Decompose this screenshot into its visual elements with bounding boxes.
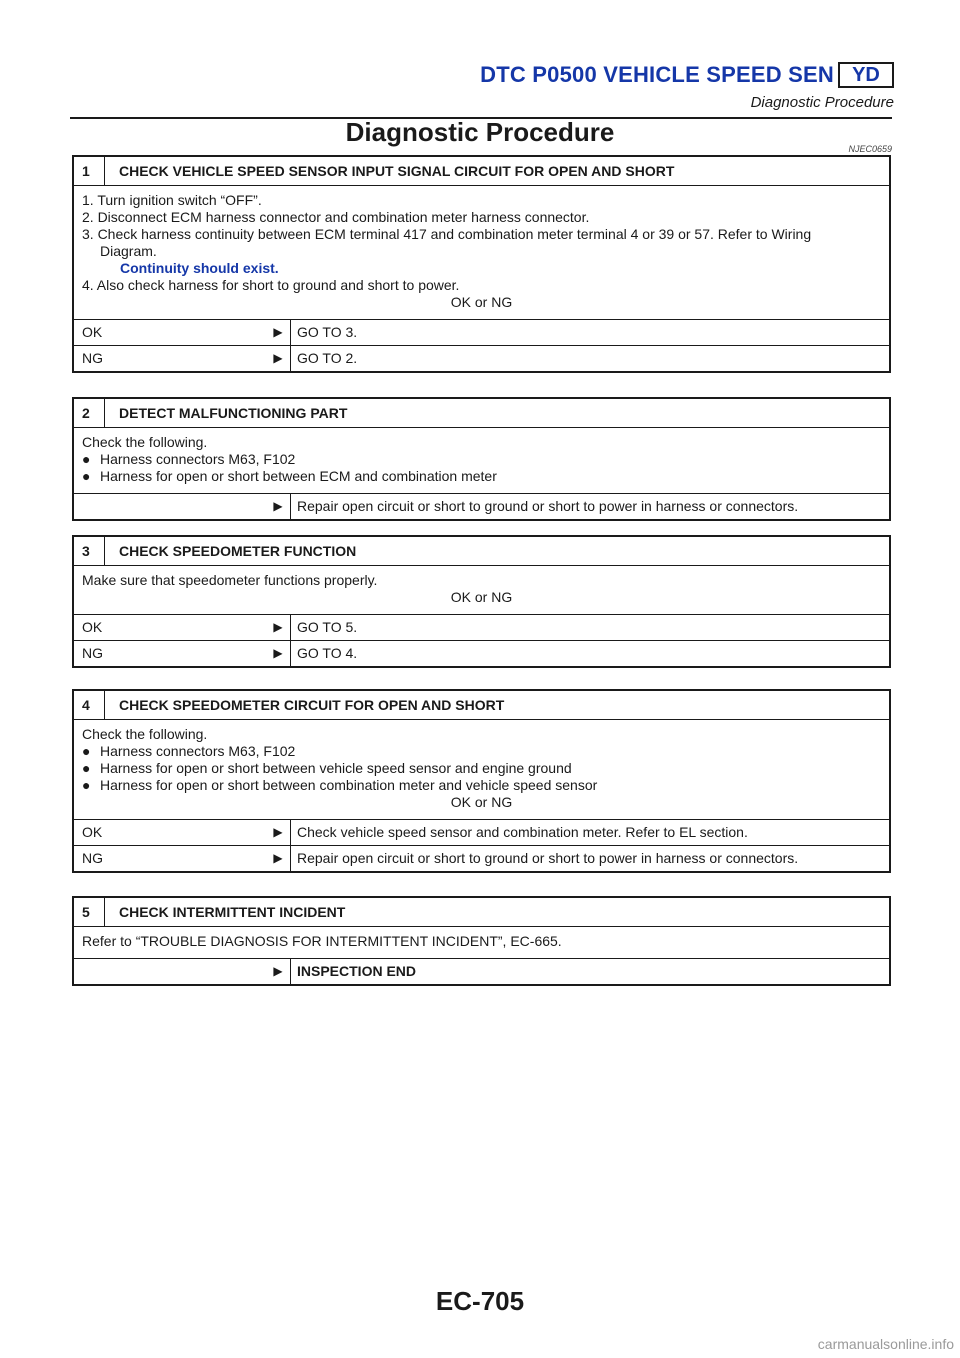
step-body: [74, 186, 889, 319]
result-row-ng: [74, 845, 889, 871]
step-header: [74, 399, 889, 428]
result-action: GO TO 3.: [290, 320, 889, 345]
step-body: [74, 720, 889, 819]
result-action: GO TO 5.: [290, 615, 889, 640]
bullet-text: Harness for open or short between combination meter and vehicle speed sensor: [100, 777, 598, 793]
step-number: 4: [82, 696, 90, 713]
arrow-right-icon: ▶: [273, 325, 283, 339]
bullet-item: [82, 451, 881, 468]
step-header: [74, 157, 889, 186]
arrow-right-icon: ▶: [273, 351, 283, 365]
instruction-line: Diagram.: [100, 243, 157, 259]
bullet-item: [82, 777, 881, 794]
bullet-text: Harness connectors M63, F102: [100, 743, 296, 759]
arrow-right-icon: ▶: [273, 620, 283, 634]
step-title: CHECK SPEEDOMETER FUNCTION: [104, 537, 356, 565]
instruction-line: Refer to “TROUBLE DIAGNOSIS FOR INTERMITTENT INCIDENT”, EC-665.: [82, 933, 562, 949]
step-number: 3: [82, 542, 90, 559]
result-row: [74, 493, 889, 519]
bullet-item: [82, 468, 881, 485]
arrow-right-icon: ▶: [273, 646, 283, 660]
header-subtitle: Diagnostic Procedure: [750, 94, 894, 111]
step-number: 1: [82, 162, 90, 179]
step-3: [72, 535, 891, 668]
arrow-right-icon: ▶: [273, 825, 283, 839]
bullet-icon: ●: [82, 777, 91, 793]
step-5: [72, 896, 891, 986]
result-row-ng: [74, 345, 889, 371]
result-action: Repair open circuit or short to ground or short to power in harness or connectors.: [290, 846, 889, 871]
instruction-line: 3. Check harness continuity between ECM terminal 417 and combination meter terminal 4 or 39 or 57. Refer to Wiring: [82, 226, 812, 242]
instruction-line: 4. Also check harness for short to ground and short to power.: [82, 277, 460, 293]
specification-text: Continuity should exist.: [120, 260, 279, 276]
result-row-ok: [74, 319, 889, 345]
step-header: [74, 537, 889, 566]
instruction-line: Check the following.: [82, 434, 208, 450]
result-action: GO TO 4.: [290, 641, 889, 666]
arrow-right-icon: ▶: [273, 851, 283, 865]
result-label: NG: [82, 645, 103, 661]
result-label: NG: [82, 350, 103, 366]
result-action: GO TO 2.: [290, 346, 889, 371]
instruction-line: 1. Turn ignition switch “OFF”.: [82, 192, 262, 208]
result-label: NG: [82, 850, 103, 866]
arrow-right-icon: ▶: [273, 499, 283, 513]
step-number: 2: [82, 404, 90, 421]
step-body: [74, 927, 889, 958]
bullet-item: [82, 760, 881, 777]
result-action: Check vehicle speed sensor and combination meter. Refer to EL section.: [290, 820, 889, 845]
result-action: INSPECTION END: [290, 959, 889, 984]
step-number: 5: [82, 903, 90, 920]
step-header: [74, 691, 889, 720]
step-2: [72, 397, 891, 521]
header-badge: YD: [838, 62, 894, 88]
step-title: CHECK SPEEDOMETER CIRCUIT FOR OPEN AND SHORT: [104, 691, 504, 719]
bullet-icon: ●: [82, 760, 91, 776]
step-title: CHECK VEHICLE SPEED SENSOR INPUT SIGNAL CIRCUIT FOR OPEN AND SHORT: [104, 157, 674, 185]
step-1: [72, 155, 891, 373]
section-code: NJEC0659: [848, 144, 892, 154]
result-label: OK: [82, 324, 103, 340]
result-label: OK: [82, 824, 103, 840]
instruction-line: Make sure that speedometer functions properly.: [82, 572, 378, 588]
instruction-line: Check the following.: [82, 726, 208, 742]
watermark-text: carmanualsonline.info: [817, 1336, 954, 1352]
bullet-icon: ●: [82, 743, 91, 759]
ok-or-ng-label: OK or NG: [450, 794, 513, 810]
bullet-text: Harness for open or short between ECM and combination meter: [100, 468, 497, 484]
bullet-item: [82, 743, 881, 760]
bullet-icon: ●: [82, 468, 91, 484]
step-title: DETECT MALFUNCTIONING PART: [104, 399, 347, 427]
step-body: [74, 428, 889, 493]
ok-or-ng-label: OK or NG: [450, 589, 513, 605]
result-row-ok: [74, 614, 889, 640]
result-row-ok: [74, 819, 889, 845]
result-action: Repair open circuit or short to ground or short to power in harness or connectors.: [290, 494, 889, 519]
step-header: [74, 898, 889, 927]
section-title: Diagnostic Procedure: [345, 117, 615, 147]
result-label: OK: [82, 619, 103, 635]
page-number: EC-705: [435, 1286, 525, 1316]
step-body: [74, 566, 889, 614]
result-row-ng: [74, 640, 889, 666]
ok-or-ng-label: OK or NG: [450, 294, 513, 310]
result-row: [74, 958, 889, 984]
step-title: CHECK INTERMITTENT INCIDENT: [104, 898, 345, 926]
bullet-text: Harness for open or short between vehicle speed sensor and engine ground: [100, 760, 572, 776]
header-title: DTC P0500 VEHICLE SPEED SEN: [480, 62, 834, 87]
instruction-line: 2. Disconnect ECM harness connector and combination meter harness connector.: [82, 209, 590, 225]
bullet-icon: ●: [82, 451, 91, 467]
bullet-text: Harness connectors M63, F102: [100, 451, 296, 467]
arrow-right-icon: ▶: [273, 964, 283, 978]
step-4: [72, 689, 891, 873]
